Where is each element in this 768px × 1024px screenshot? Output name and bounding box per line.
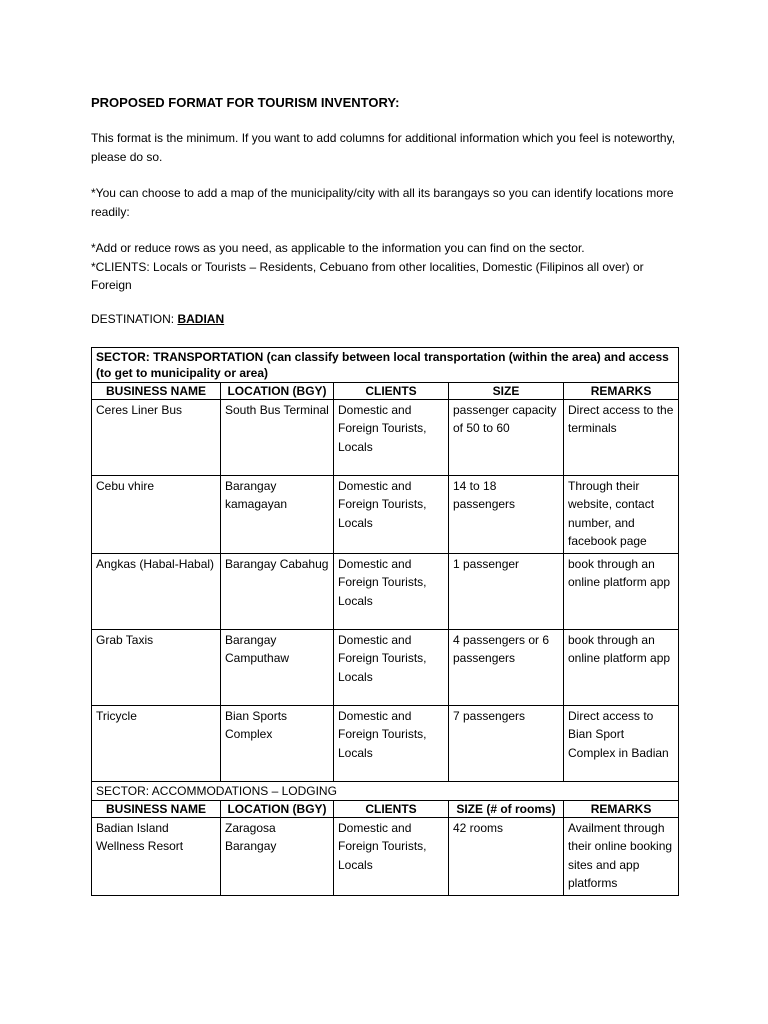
rows-note-paragraph: *Add or reduce rows as you need, as applicable to the information you can find on the sector. xyxy=(91,241,585,255)
transportation-header-row xyxy=(92,382,679,399)
cell-location: Bian Sports Complex xyxy=(221,705,334,781)
cell-size: 42 rooms xyxy=(449,817,564,895)
destination-label: DESTINATION: xyxy=(91,311,178,326)
cell-clients: Domestic and Foreign Tourists, Locals xyxy=(334,705,449,781)
header-remarks: REMARKS xyxy=(564,382,679,399)
cell-business-name: Ceres Liner Bus xyxy=(92,399,221,475)
cell-business-name: Tricycle xyxy=(92,705,221,781)
transportation-sector-label: SECTOR: TRANSPORTATION (can classify between local transportation (within the area) and access (to get to municipality or area) xyxy=(92,347,679,382)
intro-paragraph: This format is the minimum. If you want to add columns for additional information which you feel is noteworthy, please do so. xyxy=(91,131,676,164)
accommodations-sector-row xyxy=(92,781,679,800)
accommodations-sector-label: SECTOR: ACCOMMODATIONS – LODGING xyxy=(92,781,679,800)
table-row xyxy=(92,705,679,781)
cell-size: 7 passengers xyxy=(449,705,564,781)
cell-remarks: Through their website, contact number, and facebook page xyxy=(564,475,679,553)
map-note-paragraph: *You can choose to add a map of the municipality/city with all its barangays so you can identify locations more readily: xyxy=(91,186,674,219)
header-size-rooms: SIZE (# of rooms) xyxy=(449,800,564,817)
clients-note-paragraph: *CLIENTS: Locals or Tourists – Residents, Cebuano from other localities, Domestic (Filipinos all over) or Foreign xyxy=(91,259,644,292)
cell-location: Barangay kamagayan xyxy=(221,475,334,553)
header-location: LOCATION (BGY) xyxy=(221,382,334,399)
header-clients: CLIENTS xyxy=(334,800,449,817)
cell-business-name: Angkas (Habal-Habal) xyxy=(92,553,221,629)
cell-remarks: Direct access to the terminals xyxy=(564,399,679,475)
cell-business-name: Cebu vhire xyxy=(92,475,221,553)
accommodations-header-row xyxy=(92,800,679,817)
table-row xyxy=(92,399,679,475)
header-size: SIZE xyxy=(449,382,564,399)
cell-remarks: book through an online platform app xyxy=(564,553,679,629)
cell-clients: Domestic and Foreign Tourists, Locals xyxy=(334,553,449,629)
cell-business-name: Badian Island Wellness Resort xyxy=(92,817,221,895)
cell-size: 1 passenger xyxy=(449,553,564,629)
cell-business-name: Grab Taxis xyxy=(92,629,221,705)
table-row xyxy=(92,553,679,629)
cell-location: Barangay Camputhaw xyxy=(221,629,334,705)
cell-size: 14 to 18 passengers xyxy=(449,475,564,553)
cell-clients: Domestic and Foreign Tourists, Locals xyxy=(334,475,449,553)
transportation-sector-row xyxy=(92,347,679,382)
cell-clients: Domestic and Foreign Tourists, Locals xyxy=(334,399,449,475)
destination-name: BADIAN xyxy=(177,311,225,326)
header-location: LOCATION (BGY) xyxy=(221,800,334,817)
header-business-name: BUSINESS NAME xyxy=(92,382,221,399)
header-business-name: BUSINESS NAME xyxy=(92,800,221,817)
cell-remarks: Availment through their online booking sites and app platforms xyxy=(564,817,679,895)
document-title: PROPOSED FORMAT FOR TOURISM INVENTORY: xyxy=(91,95,400,110)
table-row xyxy=(92,629,679,705)
destination-line xyxy=(91,312,681,326)
header-remarks: REMARKS xyxy=(564,800,679,817)
cell-location: Zaragosa Barangay xyxy=(221,817,334,895)
table-row xyxy=(92,475,679,553)
header-clients: CLIENTS xyxy=(334,382,449,399)
cell-location: Barangay Cabahug xyxy=(221,553,334,629)
cell-remarks: Direct access to Bian Sport Complex in Badian xyxy=(564,705,679,781)
cell-location: South Bus Terminal xyxy=(221,399,334,475)
table-row xyxy=(92,817,679,895)
cell-clients: Domestic and Foreign Tourists, Locals xyxy=(334,629,449,705)
tourism-inventory-table xyxy=(91,347,679,896)
cell-size: passenger capacity of 50 to 60 xyxy=(449,399,564,475)
document-page xyxy=(91,95,681,896)
cell-clients: Domestic and Foreign Tourists, Locals xyxy=(334,817,449,895)
cell-remarks: book through an online platform app xyxy=(564,629,679,705)
cell-size: 4 passengers or 6 passengers xyxy=(449,629,564,705)
